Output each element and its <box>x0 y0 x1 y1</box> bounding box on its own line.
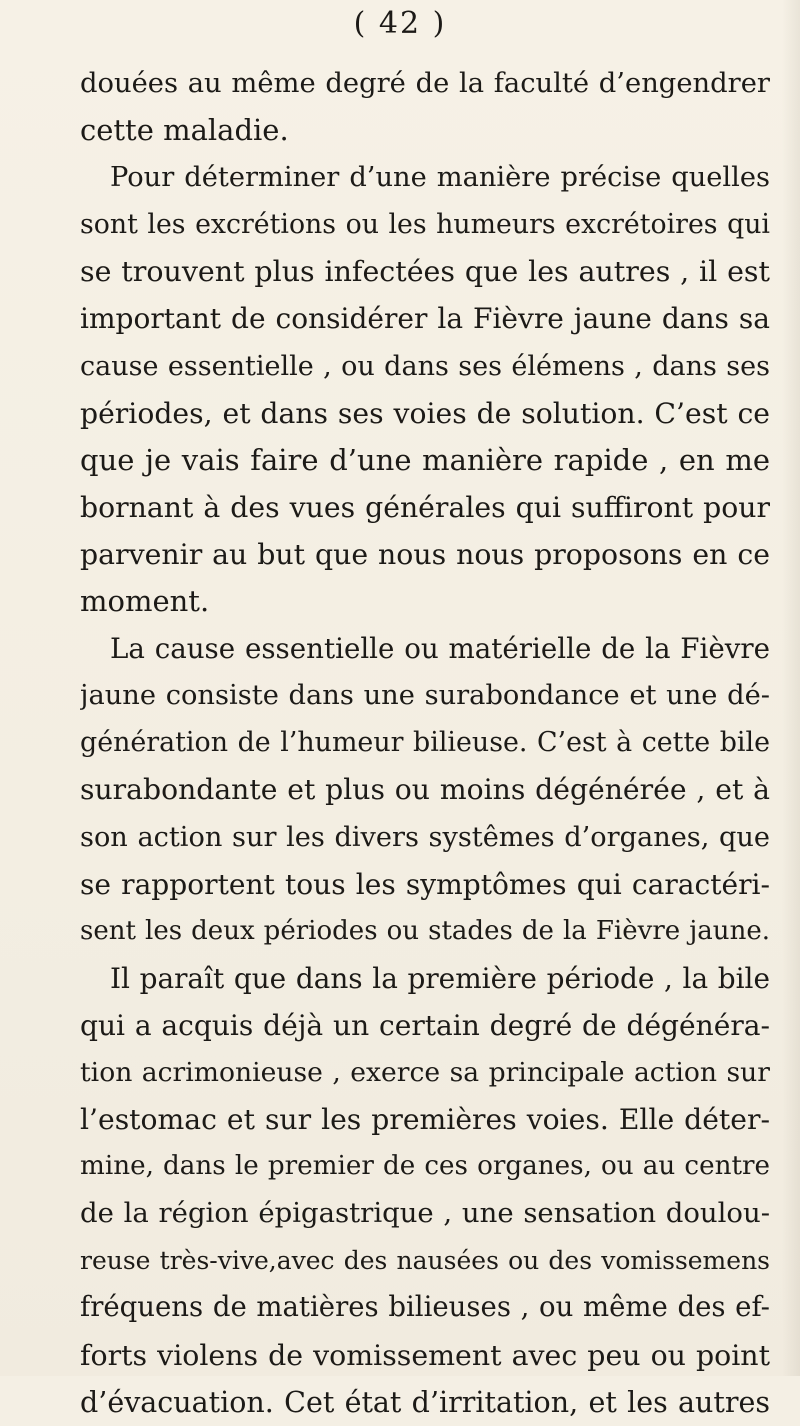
text-line: Pour déterminer d’une manière précise quelles <box>110 162 770 194</box>
text-line: génération de l’humeur bilieuse. C’est à cette bile <box>80 727 770 759</box>
text-line: mine, dans le premier de ces organes, ou au centre <box>80 1151 770 1182</box>
text-line: sent les deux périodes ou stades de la Fièvre jaune. <box>80 915 770 946</box>
text-line: La cause essentielle ou matérielle de la Fièvre <box>110 632 770 666</box>
page-number: ( 42 ) <box>353 6 447 41</box>
text-line: douées au même degré de la faculté d’engendrer <box>80 68 770 99</box>
text-line: que je vais faire d’une manière rapide , en me <box>80 442 770 477</box>
text-line: forts violens de vomissement avec peu ou point <box>80 1338 770 1372</box>
text-line: d’évacuation. Cet état d’irritation, et les autres <box>80 1385 770 1419</box>
text-line: sont les excrétions ou les humeurs excrétoires qui <box>80 209 770 241</box>
body-text <box>80 60 770 1426</box>
text-line: de la région épigastrique , une sensation doulou- <box>80 1197 770 1230</box>
text-line: parvenir au but que nous nous proposons en ce <box>80 537 770 571</box>
text-line: qui a acquis déjà un certain degré de dégénéra- <box>80 1008 770 1042</box>
text-line: se trouvent plus infectées que les autres , il est <box>80 255 770 289</box>
text-line: se rapportent tous les symptômes qui caractéri- <box>80 867 770 901</box>
text-line: Il paraît que dans la première période , la bile <box>110 961 770 995</box>
page-edge-shadow <box>782 0 800 1376</box>
text-line: bornant à des vues générales qui suffiront pour <box>80 490 770 524</box>
text-line: périodes, et dans ses voies de solution. C’est ce <box>80 396 770 430</box>
text-line: son action sur les divers systêmes d’organes, que <box>80 821 770 853</box>
text-line: surabondante et plus ou moins dégénérée , et à <box>80 773 770 807</box>
text-line: cette maladie. <box>80 113 289 148</box>
text-line: l’estomac et sur les premières voies. Elle déter- <box>80 1103 770 1137</box>
text-line: reuse très-vive,avec des nausées ou des vomissemens <box>80 1246 770 1276</box>
text-line: cause essentielle , ou dans ses élémens , dans ses <box>80 350 770 382</box>
text-line: fréquens de matières bilieuses , ou même des ef- <box>80 1291 770 1324</box>
text-line: jaune consiste dans une surabondance et une dé- <box>80 680 770 712</box>
text-line: moment. <box>80 584 210 619</box>
text-line: tion acrimonieuse , exerce sa principale action sur <box>80 1056 770 1088</box>
text-line: important de considérer la Fièvre jaune dans sa <box>80 302 770 336</box>
